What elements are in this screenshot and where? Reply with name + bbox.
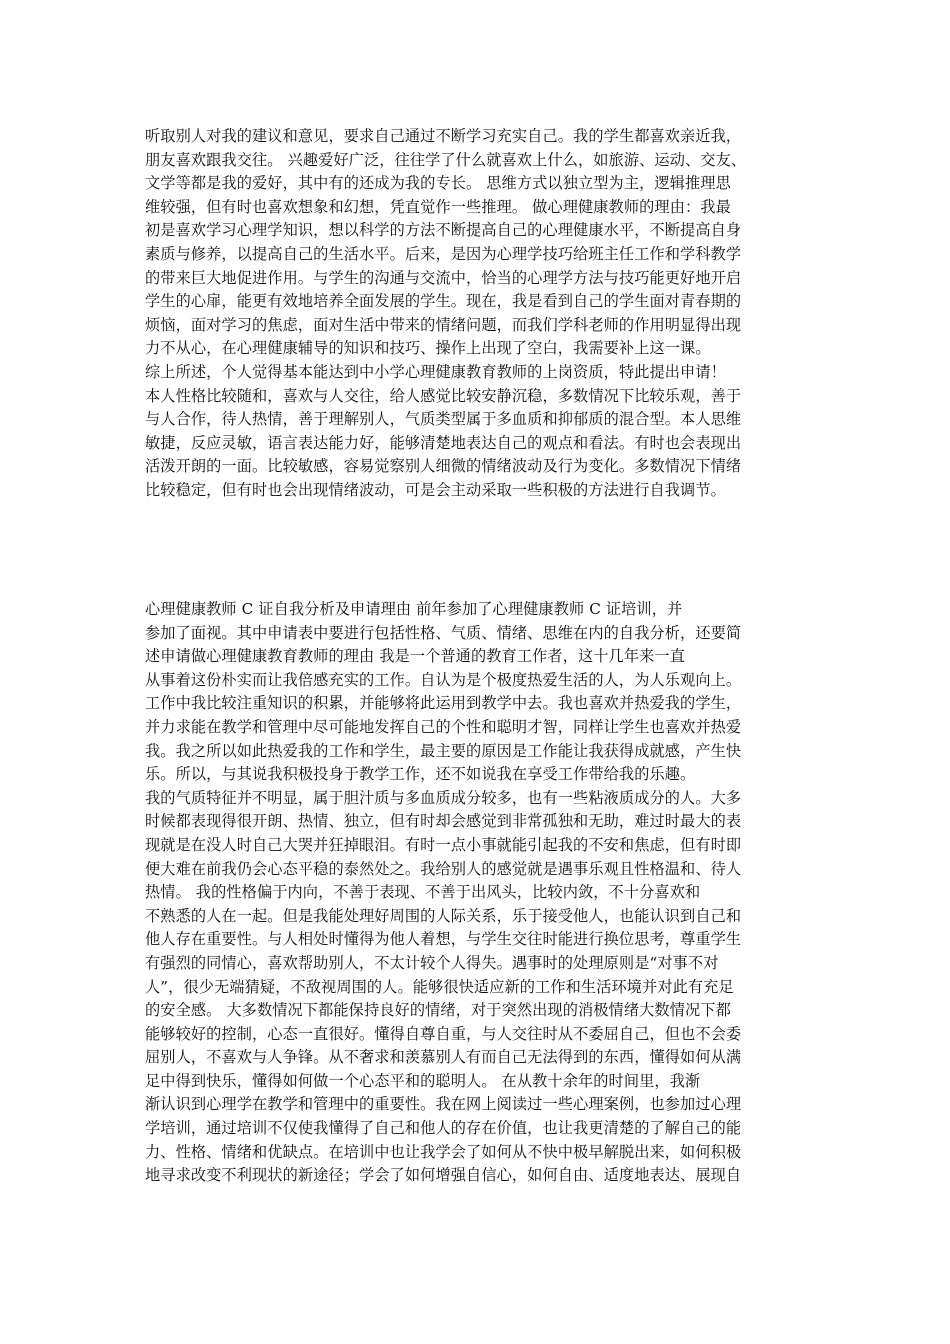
text-line: 屈别人，不喜欢与人争锋。从不奢求和羡慕别人有而自己无法得到的东西，懂得如何从满 <box>145 1048 742 1067</box>
text-block-continuation <box>145 125 813 503</box>
text-line: 便大难在前我仍会心态平稳的泰然处之。我给别人的感觉就是遇事乐观且性格温和、待人 <box>145 859 742 878</box>
text-line: 比较稳定，但有时也会出现情绪波动，可是会主动采取一些积极的方法进行自我调节。 <box>145 480 726 499</box>
text-line: 从事着这份朴实而让我倍感充实的工作。自认为是个极度热爱生活的人，为人乐观向上。 <box>145 670 742 689</box>
text-line: 敏捷，反应灵敏，语言表达能力好，能够清楚地表达自己的观点和看法。有时也会表现出 <box>145 433 742 452</box>
text-line: 参加了面视。其中申请表中要进行包括性格、气质、情绪、思维在内的自我分析，还要简 <box>145 623 742 642</box>
text-block-self-analysis <box>145 598 813 1188</box>
text-line: 时候都表现得很开朗、热情、独立，但有时却会感觉到非常孤独和无助，难过时最大的表 <box>145 812 742 831</box>
text-line: 素质与修养，以提高自己的生活水平。后来，是因为心理学技巧给班主任工作和学科教学 <box>145 244 742 263</box>
text-line: 不熟悉的人在一起。但是我能处理好周围的人际关系，乐于接受他人，也能认识到自己和 <box>145 906 742 925</box>
text-line: 心理健康教师 C 证自我分析及申请理由 前年参加了心理健康教师 C 证培训，并 <box>145 600 683 618</box>
text-line: 初是喜欢学习心理学知识，想以科学的方法不断提高自己的心理健康水平，不断提高自身 <box>145 221 742 240</box>
text-line: 朋友喜欢跟我交往。 兴趣爱好广泛，往往学了什么就喜欢上什么，如旅游、运动、交友、 <box>145 150 747 169</box>
text-line: 听取别人对我的建议和意见，要求自己通过不断学习充实自己。我的学生都喜欢亲近我， <box>145 127 742 145</box>
text-line: 烦恼，面对学习的焦虑，面对生活中带来的情绪问题，而我们学科老师的作用明显得出现 <box>145 315 742 334</box>
text-line: 人”，很少无端猜疑，不敌视周围的人。能够很快适应新的工作和生活环境并对此有充足 <box>145 977 734 996</box>
text-line: 学生的心扉，能更有效地培养全面发展的学生。现在，我是看到自己的学生面对青春期的 <box>145 292 742 311</box>
text-line: 力不从心，在心理健康辅导的知识和技巧、操作上出现了空白，我需要补上这一课。 <box>145 339 711 358</box>
text-line: 并力求能在教学和管理中尽可能地发挥自己的个性和聪明才智，同样让学生也喜欢并热爱 <box>145 717 742 736</box>
text-line: 地寻求改变不利现状的新途径；学会了如何增强自信心，如何自由、适度地表达、展现自 <box>145 1166 742 1185</box>
text-line: 我。我之所以如此热爱我的工作和学生，最主要的原因是工作能让我获得成就感，产生快 <box>145 741 742 760</box>
text-line: 维较强，但有时也喜欢想象和幻想，凭直觉作一些推理。 做心理健康教师的理由：我最 <box>145 197 731 216</box>
text-line: 我的气质特征并不明显，属于胆汁质与多血质成分较多，也有一些粘液质成分的人。大多 <box>145 788 742 807</box>
text-line: 能够较好的控制，心态一直很好。懂得自尊自重，与人交往时从不委屈自己，但也不会委 <box>145 1024 742 1043</box>
text-line: 综上所述，个人觉得基本能达到中小学心理健康教育教师的上岗资质，特此提出申请！ <box>145 362 726 381</box>
text-line: 述申请做心理健康教育教师的理由 我是一个普通的教育工作者，这十几年来一直 <box>145 647 685 666</box>
text-line: 的带来巨大地促进作用。与学生的沟通与交流中，恰当的心理学方法与技巧能更好地开启 <box>145 268 742 287</box>
text-line: 与人合作，待人热情，善于理解别人，气质类型属于多血质和抑郁质的混合型。本人思维 <box>145 410 742 429</box>
text-line: 工作中我比较注重知识的积累，并能够将此运用到教学中去。我也喜欢并热爱我的学生， <box>145 694 742 713</box>
text-line: 的安全感。 大多数情况下都能保持良好的情绪，对于突然出现的消极情绪大数情况下都 <box>145 1001 731 1020</box>
text-line: 力、性格、情绪和优缺点。在培训中也让我学会了如何从不快中极早解脱出来，如何积极 <box>145 1142 742 1161</box>
text-line: 足中得到快乐，懂得如何做一个心态平和的聪明人。 在从教十余年的时间里，我渐 <box>145 1071 701 1090</box>
text-line: 现就是在没人时自己大哭并狂掉眼泪。有时一点小事就能引起我的不安和焦虑，但有时即 <box>145 835 742 854</box>
text-line: 渐认识到心理学在教学和管理中的重要性。我在网上阅读过一些心理案例，也参加过心理 <box>145 1095 742 1114</box>
text-line: 有强烈的同情心，喜欢帮助别人，不太计较个人得失。遇事时的处理原则是“对事不对 <box>145 953 719 972</box>
text-line: 热情。 我的性格偏于内向，不善于表现、不善于出风头，比较内敛，不十分喜欢和 <box>145 883 701 902</box>
text-line: 文学等都是我的爱好，其中有的还成为我的专长。 思维方式以独立型为主，逻辑推理思 <box>145 174 731 193</box>
text-line: 他人存在重要性。与人相处时懂得为他人着想，与学生交往时能进行换位思考，尊重学生 <box>145 930 742 949</box>
text-line: 本人性格比较随和，喜欢与人交往，给人感觉比较安静沉稳，多数情况下比较乐观，善于 <box>145 386 742 405</box>
text-line: 活泼开朗的一面。比较敏感，容易觉察别人细微的情绪波动及行为变化。多数情况下情绪 <box>145 457 742 476</box>
text-line: 学培训，通过培训不仅使我懂得了自己和他人的存在价值，也让我更清楚的了解自己的能 <box>145 1119 742 1138</box>
text-line: 乐。所以，与其说我积极投身于教学工作，还不如说我在享受工作带给我的乐趣。 <box>145 765 696 784</box>
